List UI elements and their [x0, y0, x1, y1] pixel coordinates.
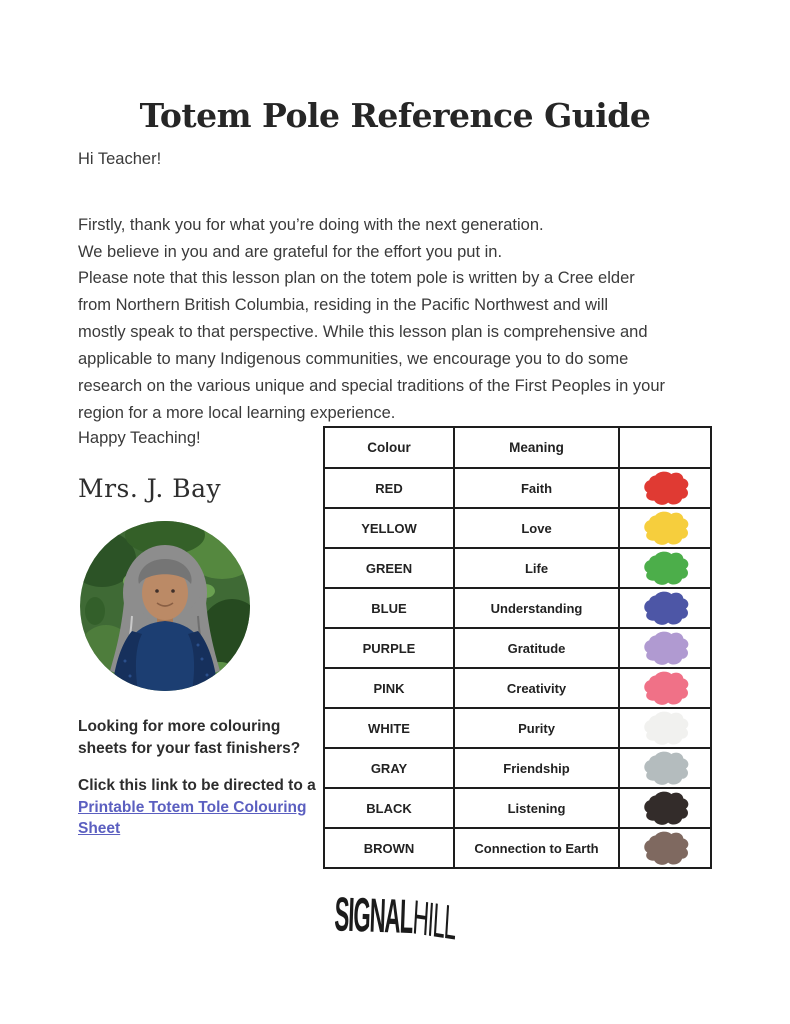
- swatch-cell: [619, 828, 711, 868]
- table-row-gray: [324, 748, 711, 788]
- colour-cell: YELLOW: [324, 508, 454, 548]
- swatch-header-cell: [619, 427, 711, 468]
- meaning-cell: Purity: [454, 708, 619, 748]
- colouring-sheet-link[interactable]: Printable Totem Tole Colouring Sheet: [78, 798, 307, 837]
- table-row-white: [324, 708, 711, 748]
- paint-blob-icon: [636, 549, 694, 587]
- meaning-header-cell: Meaning: [454, 427, 619, 468]
- meaning-cell: Connection to Earth: [454, 828, 619, 868]
- paint-blob-icon: [636, 509, 694, 547]
- paint-blob-icon: [636, 589, 694, 627]
- table-row-black: [324, 788, 711, 828]
- paint-blob-icon: [636, 749, 694, 787]
- swatch-cell: [619, 588, 711, 628]
- colour-cell: GREEN: [324, 548, 454, 588]
- table-row-purple: [324, 628, 711, 668]
- promo-cta-text: Click this link to be directed to a: [78, 777, 316, 794]
- meaning-cell: Love: [454, 508, 619, 548]
- paint-blob-icon: [636, 629, 694, 667]
- meaning-cell: Listening: [454, 788, 619, 828]
- colour-cell: WHITE: [324, 708, 454, 748]
- colour-cell: GRAY: [324, 748, 454, 788]
- note-line: from Northern British Columbia, residing in the Pacific Northwest and will: [78, 296, 609, 314]
- logo-text-signal: SIGNAL: [333, 887, 414, 944]
- table-row-blue: [324, 588, 711, 628]
- intro-line: We believe in you and are grateful for the effort you put in.: [78, 243, 503, 261]
- author-portrait-photo: [80, 521, 250, 691]
- colour-cell: RED: [324, 468, 454, 508]
- swatch-cell: [619, 788, 711, 828]
- colour-header-cell: Colour: [324, 427, 454, 468]
- colour-meaning-table-wrap: [323, 426, 712, 869]
- promo-question-text: Looking for more colouring sheets for your fast finishers?: [78, 718, 301, 757]
- colour-cell: PINK: [324, 668, 454, 708]
- closing-text: Happy Teaching!: [78, 429, 201, 447]
- greeting-text: Hi Teacher!: [78, 150, 162, 168]
- swatch-cell: [619, 668, 711, 708]
- colour-cell: BLACK: [324, 788, 454, 828]
- promo-cta-block: [78, 775, 334, 840]
- swatch-cell: [619, 548, 711, 588]
- meaning-cell: Gratitude: [454, 628, 619, 668]
- paint-blob-icon: [636, 789, 694, 827]
- colour-cell: BROWN: [324, 828, 454, 868]
- swatch-cell: [619, 468, 711, 508]
- meaning-cell: Creativity: [454, 668, 619, 708]
- paint-blob-icon: [636, 709, 694, 747]
- intro-paragraph: [78, 212, 544, 266]
- colour-meaning-table: [323, 426, 712, 869]
- signal-hill-logo: [0, 887, 790, 951]
- note-line: Please note that this lesson plan on the totem pole is written by a Cree elder: [78, 269, 635, 287]
- colour-cell: BLUE: [324, 588, 454, 628]
- note-line: region for a more local learning experience.: [78, 404, 396, 422]
- page-title: Totem Pole Reference Guide: [139, 96, 651, 136]
- note-line: research on the various unique and special traditions of the First Peoples in your: [78, 377, 665, 395]
- table-row-red: [324, 468, 711, 508]
- colour-cell: PURPLE: [324, 628, 454, 668]
- paint-blob-icon: [636, 829, 694, 867]
- note-paragraph: [78, 265, 665, 427]
- table-row-brown: [324, 828, 711, 868]
- swatch-cell: [619, 748, 711, 788]
- note-line: applicable to many Indigenous communities, we encourage you to do some: [78, 350, 629, 368]
- table-row-yellow: [324, 508, 711, 548]
- table-row-green: [324, 548, 711, 588]
- signature-name: Mrs. J. Bay: [78, 474, 222, 503]
- note-line: mostly speak to that perspective. While this lesson plan is comprehensive and: [78, 323, 648, 341]
- table-row-pink: [324, 668, 711, 708]
- logo-text-hill: HILL: [411, 889, 458, 951]
- paint-blob-icon: [636, 469, 694, 507]
- swatch-cell: [619, 708, 711, 748]
- paint-blob-icon: [636, 669, 694, 707]
- meaning-cell: Faith: [454, 468, 619, 508]
- portrait-illustration: [80, 521, 250, 691]
- meaning-cell: Understanding: [454, 588, 619, 628]
- meaning-cell: Life: [454, 548, 619, 588]
- table-header-row: [324, 427, 711, 468]
- meaning-cell: Friendship: [454, 748, 619, 788]
- intro-line: Firstly, thank you for what you’re doing with the next generation.: [78, 216, 544, 234]
- swatch-cell: [619, 508, 711, 548]
- swatch-cell: [619, 628, 711, 668]
- signal-hill-wordmark: [333, 887, 458, 951]
